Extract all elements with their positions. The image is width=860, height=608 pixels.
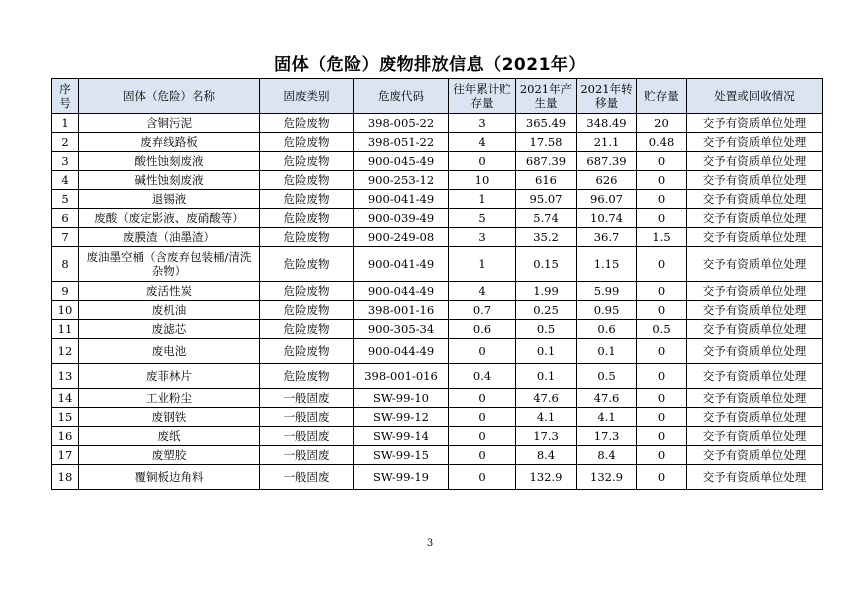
cell-code: SW-99-15 bbox=[354, 446, 449, 465]
cell-storage: 0 bbox=[637, 247, 687, 282]
cell-name: 酸性蚀刻废液 bbox=[79, 152, 260, 171]
cell-produced-2021: 35.2 bbox=[516, 228, 577, 247]
cell-code: 900-045-49 bbox=[354, 152, 449, 171]
column-header-transferred: 2021年转移量 bbox=[577, 79, 637, 114]
cell-name: 废酸（废定影液、废硝酸等） bbox=[79, 209, 260, 228]
cell-name: 废菲林片 bbox=[79, 364, 260, 389]
cell-storage: 0 bbox=[637, 339, 687, 364]
cell-storage: 0 bbox=[637, 427, 687, 446]
cell-disposal: 交予有资质单位处理 bbox=[687, 389, 823, 408]
table-row bbox=[52, 190, 823, 209]
cell-prior-storage: 0.4 bbox=[449, 364, 516, 389]
cell-disposal: 交予有资质单位处理 bbox=[687, 446, 823, 465]
cell-storage: 0 bbox=[637, 301, 687, 320]
cell-prior-storage: 4 bbox=[449, 133, 516, 152]
cell-code: 398-051-22 bbox=[354, 133, 449, 152]
table-row bbox=[52, 339, 823, 364]
cell-produced-2021: 0.25 bbox=[516, 301, 577, 320]
cell-disposal: 交予有资质单位处理 bbox=[687, 364, 823, 389]
cell-category: 危险废物 bbox=[260, 339, 354, 364]
cell-name: 废膜渣（油墨渣） bbox=[79, 228, 260, 247]
cell-code: 398-001-16 bbox=[354, 301, 449, 320]
cell-no: 9 bbox=[52, 282, 79, 301]
cell-prior-storage: 0.7 bbox=[449, 301, 516, 320]
cell-no: 17 bbox=[52, 446, 79, 465]
cell-prior-storage: 3 bbox=[449, 228, 516, 247]
cell-prior-storage: 0 bbox=[449, 408, 516, 427]
cell-category: 危险废物 bbox=[260, 247, 354, 282]
cell-category: 一般固废 bbox=[260, 465, 354, 490]
cell-storage: 0.48 bbox=[637, 133, 687, 152]
cell-name: 覆铜板边角料 bbox=[79, 465, 260, 490]
cell-prior-storage: 0 bbox=[449, 427, 516, 446]
column-header-produced: 2021年产生量 bbox=[516, 79, 577, 114]
cell-code: 900-044-49 bbox=[354, 282, 449, 301]
cell-prior-storage: 0 bbox=[449, 389, 516, 408]
cell-no: 16 bbox=[52, 427, 79, 446]
cell-transferred-2021: 10.74 bbox=[577, 209, 637, 228]
cell-transferred-2021: 47.6 bbox=[577, 389, 637, 408]
cell-name: 废机油 bbox=[79, 301, 260, 320]
cell-name: 废弃线路板 bbox=[79, 133, 260, 152]
cell-disposal: 交予有资质单位处理 bbox=[687, 209, 823, 228]
cell-no: 11 bbox=[52, 320, 79, 339]
column-header-storage: 贮存量 bbox=[637, 79, 687, 114]
table-row bbox=[52, 152, 823, 171]
cell-category: 危险废物 bbox=[260, 152, 354, 171]
cell-category: 危险废物 bbox=[260, 320, 354, 339]
cell-transferred-2021: 17.3 bbox=[577, 427, 637, 446]
cell-category: 危险废物 bbox=[260, 364, 354, 389]
cell-transferred-2021: 0.95 bbox=[577, 301, 637, 320]
page-number: 3 bbox=[426, 538, 434, 549]
cell-category: 危险废物 bbox=[260, 190, 354, 209]
cell-name: 废纸 bbox=[79, 427, 260, 446]
waste-emission-table bbox=[51, 78, 823, 490]
table-row bbox=[52, 114, 823, 133]
table-row bbox=[52, 364, 823, 389]
cell-code: 398-005-22 bbox=[354, 114, 449, 133]
cell-disposal: 交予有资质单位处理 bbox=[687, 133, 823, 152]
cell-storage: 0 bbox=[637, 446, 687, 465]
cell-code: 900-249-08 bbox=[354, 228, 449, 247]
cell-category: 一般固废 bbox=[260, 389, 354, 408]
cell-category: 危险废物 bbox=[260, 114, 354, 133]
cell-prior-storage: 1 bbox=[449, 247, 516, 282]
cell-no: 4 bbox=[52, 171, 79, 190]
cell-no: 13 bbox=[52, 364, 79, 389]
cell-transferred-2021: 36.7 bbox=[577, 228, 637, 247]
cell-storage: 0 bbox=[637, 465, 687, 490]
cell-category: 一般固废 bbox=[260, 408, 354, 427]
cell-code: SW-99-12 bbox=[354, 408, 449, 427]
cell-storage: 0 bbox=[637, 408, 687, 427]
cell-name: 废活性炭 bbox=[79, 282, 260, 301]
cell-disposal: 交予有资质单位处理 bbox=[687, 408, 823, 427]
cell-produced-2021: 365.49 bbox=[516, 114, 577, 133]
column-header-name: 固体（危险）名称 bbox=[79, 79, 260, 114]
cell-code: 900-253-12 bbox=[354, 171, 449, 190]
cell-code: 398-001-016 bbox=[354, 364, 449, 389]
cell-prior-storage: 0 bbox=[449, 465, 516, 490]
cell-produced-2021: 95.07 bbox=[516, 190, 577, 209]
cell-prior-storage: 10 bbox=[449, 171, 516, 190]
cell-name: 含铜污泥 bbox=[79, 114, 260, 133]
cell-storage: 0 bbox=[637, 152, 687, 171]
cell-disposal: 交予有资质单位处理 bbox=[687, 339, 823, 364]
cell-name: 废塑胶 bbox=[79, 446, 260, 465]
cell-transferred-2021: 8.4 bbox=[577, 446, 637, 465]
cell-no: 18 bbox=[52, 465, 79, 490]
table-body bbox=[52, 114, 823, 490]
cell-storage: 0 bbox=[637, 389, 687, 408]
cell-no: 12 bbox=[52, 339, 79, 364]
cell-storage: 0 bbox=[637, 190, 687, 209]
cell-category: 一般固废 bbox=[260, 427, 354, 446]
cell-transferred-2021: 21.1 bbox=[577, 133, 637, 152]
cell-category: 危险废物 bbox=[260, 228, 354, 247]
table-row bbox=[52, 133, 823, 152]
table-row bbox=[52, 247, 823, 282]
cell-produced-2021: 4.1 bbox=[516, 408, 577, 427]
cell-no: 3 bbox=[52, 152, 79, 171]
cell-name: 废滤芯 bbox=[79, 320, 260, 339]
cell-storage: 0 bbox=[637, 209, 687, 228]
cell-prior-storage: 0 bbox=[449, 339, 516, 364]
cell-name: 退锡液 bbox=[79, 190, 260, 209]
table-row bbox=[52, 209, 823, 228]
table-row bbox=[52, 465, 823, 490]
cell-produced-2021: 8.4 bbox=[516, 446, 577, 465]
cell-disposal: 交予有资质单位处理 bbox=[687, 282, 823, 301]
cell-name: 工业粉尘 bbox=[79, 389, 260, 408]
cell-storage: 0 bbox=[637, 171, 687, 190]
cell-disposal: 交予有资质单位处理 bbox=[687, 427, 823, 446]
cell-code: 900-041-49 bbox=[354, 190, 449, 209]
cell-transferred-2021: 626 bbox=[577, 171, 637, 190]
cell-no: 8 bbox=[52, 247, 79, 282]
table-row bbox=[52, 320, 823, 339]
cell-transferred-2021: 0.1 bbox=[577, 339, 637, 364]
cell-produced-2021: 5.74 bbox=[516, 209, 577, 228]
cell-code: 900-039-49 bbox=[354, 209, 449, 228]
cell-category: 危险废物 bbox=[260, 282, 354, 301]
cell-prior-storage: 0 bbox=[449, 152, 516, 171]
cell-prior-storage: 3 bbox=[449, 114, 516, 133]
cell-category: 危险废物 bbox=[260, 171, 354, 190]
cell-no: 1 bbox=[52, 114, 79, 133]
table-row bbox=[52, 228, 823, 247]
cell-code: 900-305-34 bbox=[354, 320, 449, 339]
cell-code: SW-99-14 bbox=[354, 427, 449, 446]
cell-prior-storage: 0.6 bbox=[449, 320, 516, 339]
cell-code: 900-044-49 bbox=[354, 339, 449, 364]
column-header-disposal: 处置或回收情况 bbox=[687, 79, 823, 114]
table-row bbox=[52, 171, 823, 190]
cell-produced-2021: 17.3 bbox=[516, 427, 577, 446]
cell-transferred-2021: 687.39 bbox=[577, 152, 637, 171]
cell-produced-2021: 1.99 bbox=[516, 282, 577, 301]
cell-produced-2021: 132.9 bbox=[516, 465, 577, 490]
cell-category: 危险废物 bbox=[260, 133, 354, 152]
cell-no: 14 bbox=[52, 389, 79, 408]
cell-produced-2021: 47.6 bbox=[516, 389, 577, 408]
cell-transferred-2021: 132.9 bbox=[577, 465, 637, 490]
cell-storage: 0.5 bbox=[637, 320, 687, 339]
table-row bbox=[52, 389, 823, 408]
column-header-prior-storage: 往年累计贮存量 bbox=[449, 79, 516, 114]
cell-produced-2021: 0.5 bbox=[516, 320, 577, 339]
cell-storage: 0 bbox=[637, 364, 687, 389]
cell-disposal: 交予有资质单位处理 bbox=[687, 190, 823, 209]
cell-produced-2021: 0.15 bbox=[516, 247, 577, 282]
page-title: 固体（危险）废物排放信息（2021年） bbox=[274, 55, 586, 75]
cell-no: 7 bbox=[52, 228, 79, 247]
cell-storage: 1.5 bbox=[637, 228, 687, 247]
cell-produced-2021: 616 bbox=[516, 171, 577, 190]
cell-name: 废电池 bbox=[79, 339, 260, 364]
cell-name: 碱性蚀刻废液 bbox=[79, 171, 260, 190]
cell-disposal: 交予有资质单位处理 bbox=[687, 247, 823, 282]
cell-transferred-2021: 1.15 bbox=[577, 247, 637, 282]
cell-transferred-2021: 0.6 bbox=[577, 320, 637, 339]
cell-prior-storage: 1 bbox=[449, 190, 516, 209]
cell-transferred-2021: 0.5 bbox=[577, 364, 637, 389]
cell-prior-storage: 0 bbox=[449, 446, 516, 465]
table-row bbox=[52, 301, 823, 320]
cell-produced-2021: 0.1 bbox=[516, 339, 577, 364]
cell-category: 危险废物 bbox=[260, 301, 354, 320]
cell-code: 900-041-49 bbox=[354, 247, 449, 282]
column-header-no: 序号 bbox=[52, 79, 79, 114]
cell-disposal: 交予有资质单位处理 bbox=[687, 465, 823, 490]
table-row bbox=[52, 282, 823, 301]
cell-name: 废油墨空桶（含废弃包装桶/清洗杂物） bbox=[79, 247, 260, 282]
table-row bbox=[52, 408, 823, 427]
cell-disposal: 交予有资质单位处理 bbox=[687, 114, 823, 133]
cell-storage: 0 bbox=[637, 282, 687, 301]
cell-produced-2021: 17.58 bbox=[516, 133, 577, 152]
table-header-row bbox=[52, 79, 823, 114]
cell-no: 10 bbox=[52, 301, 79, 320]
cell-name: 废钢铁 bbox=[79, 408, 260, 427]
cell-transferred-2021: 4.1 bbox=[577, 408, 637, 427]
cell-disposal: 交予有资质单位处理 bbox=[687, 320, 823, 339]
cell-category: 一般固废 bbox=[260, 446, 354, 465]
cell-category: 危险废物 bbox=[260, 209, 354, 228]
cell-transferred-2021: 96.07 bbox=[577, 190, 637, 209]
cell-no: 2 bbox=[52, 133, 79, 152]
cell-code: SW-99-10 bbox=[354, 389, 449, 408]
cell-no: 15 bbox=[52, 408, 79, 427]
cell-disposal: 交予有资质单位处理 bbox=[687, 301, 823, 320]
cell-storage: 20 bbox=[637, 114, 687, 133]
cell-no: 6 bbox=[52, 209, 79, 228]
cell-disposal: 交予有资质单位处理 bbox=[687, 228, 823, 247]
cell-disposal: 交予有资质单位处理 bbox=[687, 171, 823, 190]
cell-prior-storage: 5 bbox=[449, 209, 516, 228]
cell-produced-2021: 687.39 bbox=[516, 152, 577, 171]
cell-code: SW-99-19 bbox=[354, 465, 449, 490]
table-row bbox=[52, 427, 823, 446]
column-header-category: 固废类别 bbox=[260, 79, 354, 114]
column-header-code: 危废代码 bbox=[354, 79, 449, 114]
cell-produced-2021: 0.1 bbox=[516, 364, 577, 389]
cell-transferred-2021: 5.99 bbox=[577, 282, 637, 301]
cell-transferred-2021: 348.49 bbox=[577, 114, 637, 133]
cell-prior-storage: 4 bbox=[449, 282, 516, 301]
table-row bbox=[52, 446, 823, 465]
cell-no: 5 bbox=[52, 190, 79, 209]
cell-disposal: 交予有资质单位处理 bbox=[687, 152, 823, 171]
